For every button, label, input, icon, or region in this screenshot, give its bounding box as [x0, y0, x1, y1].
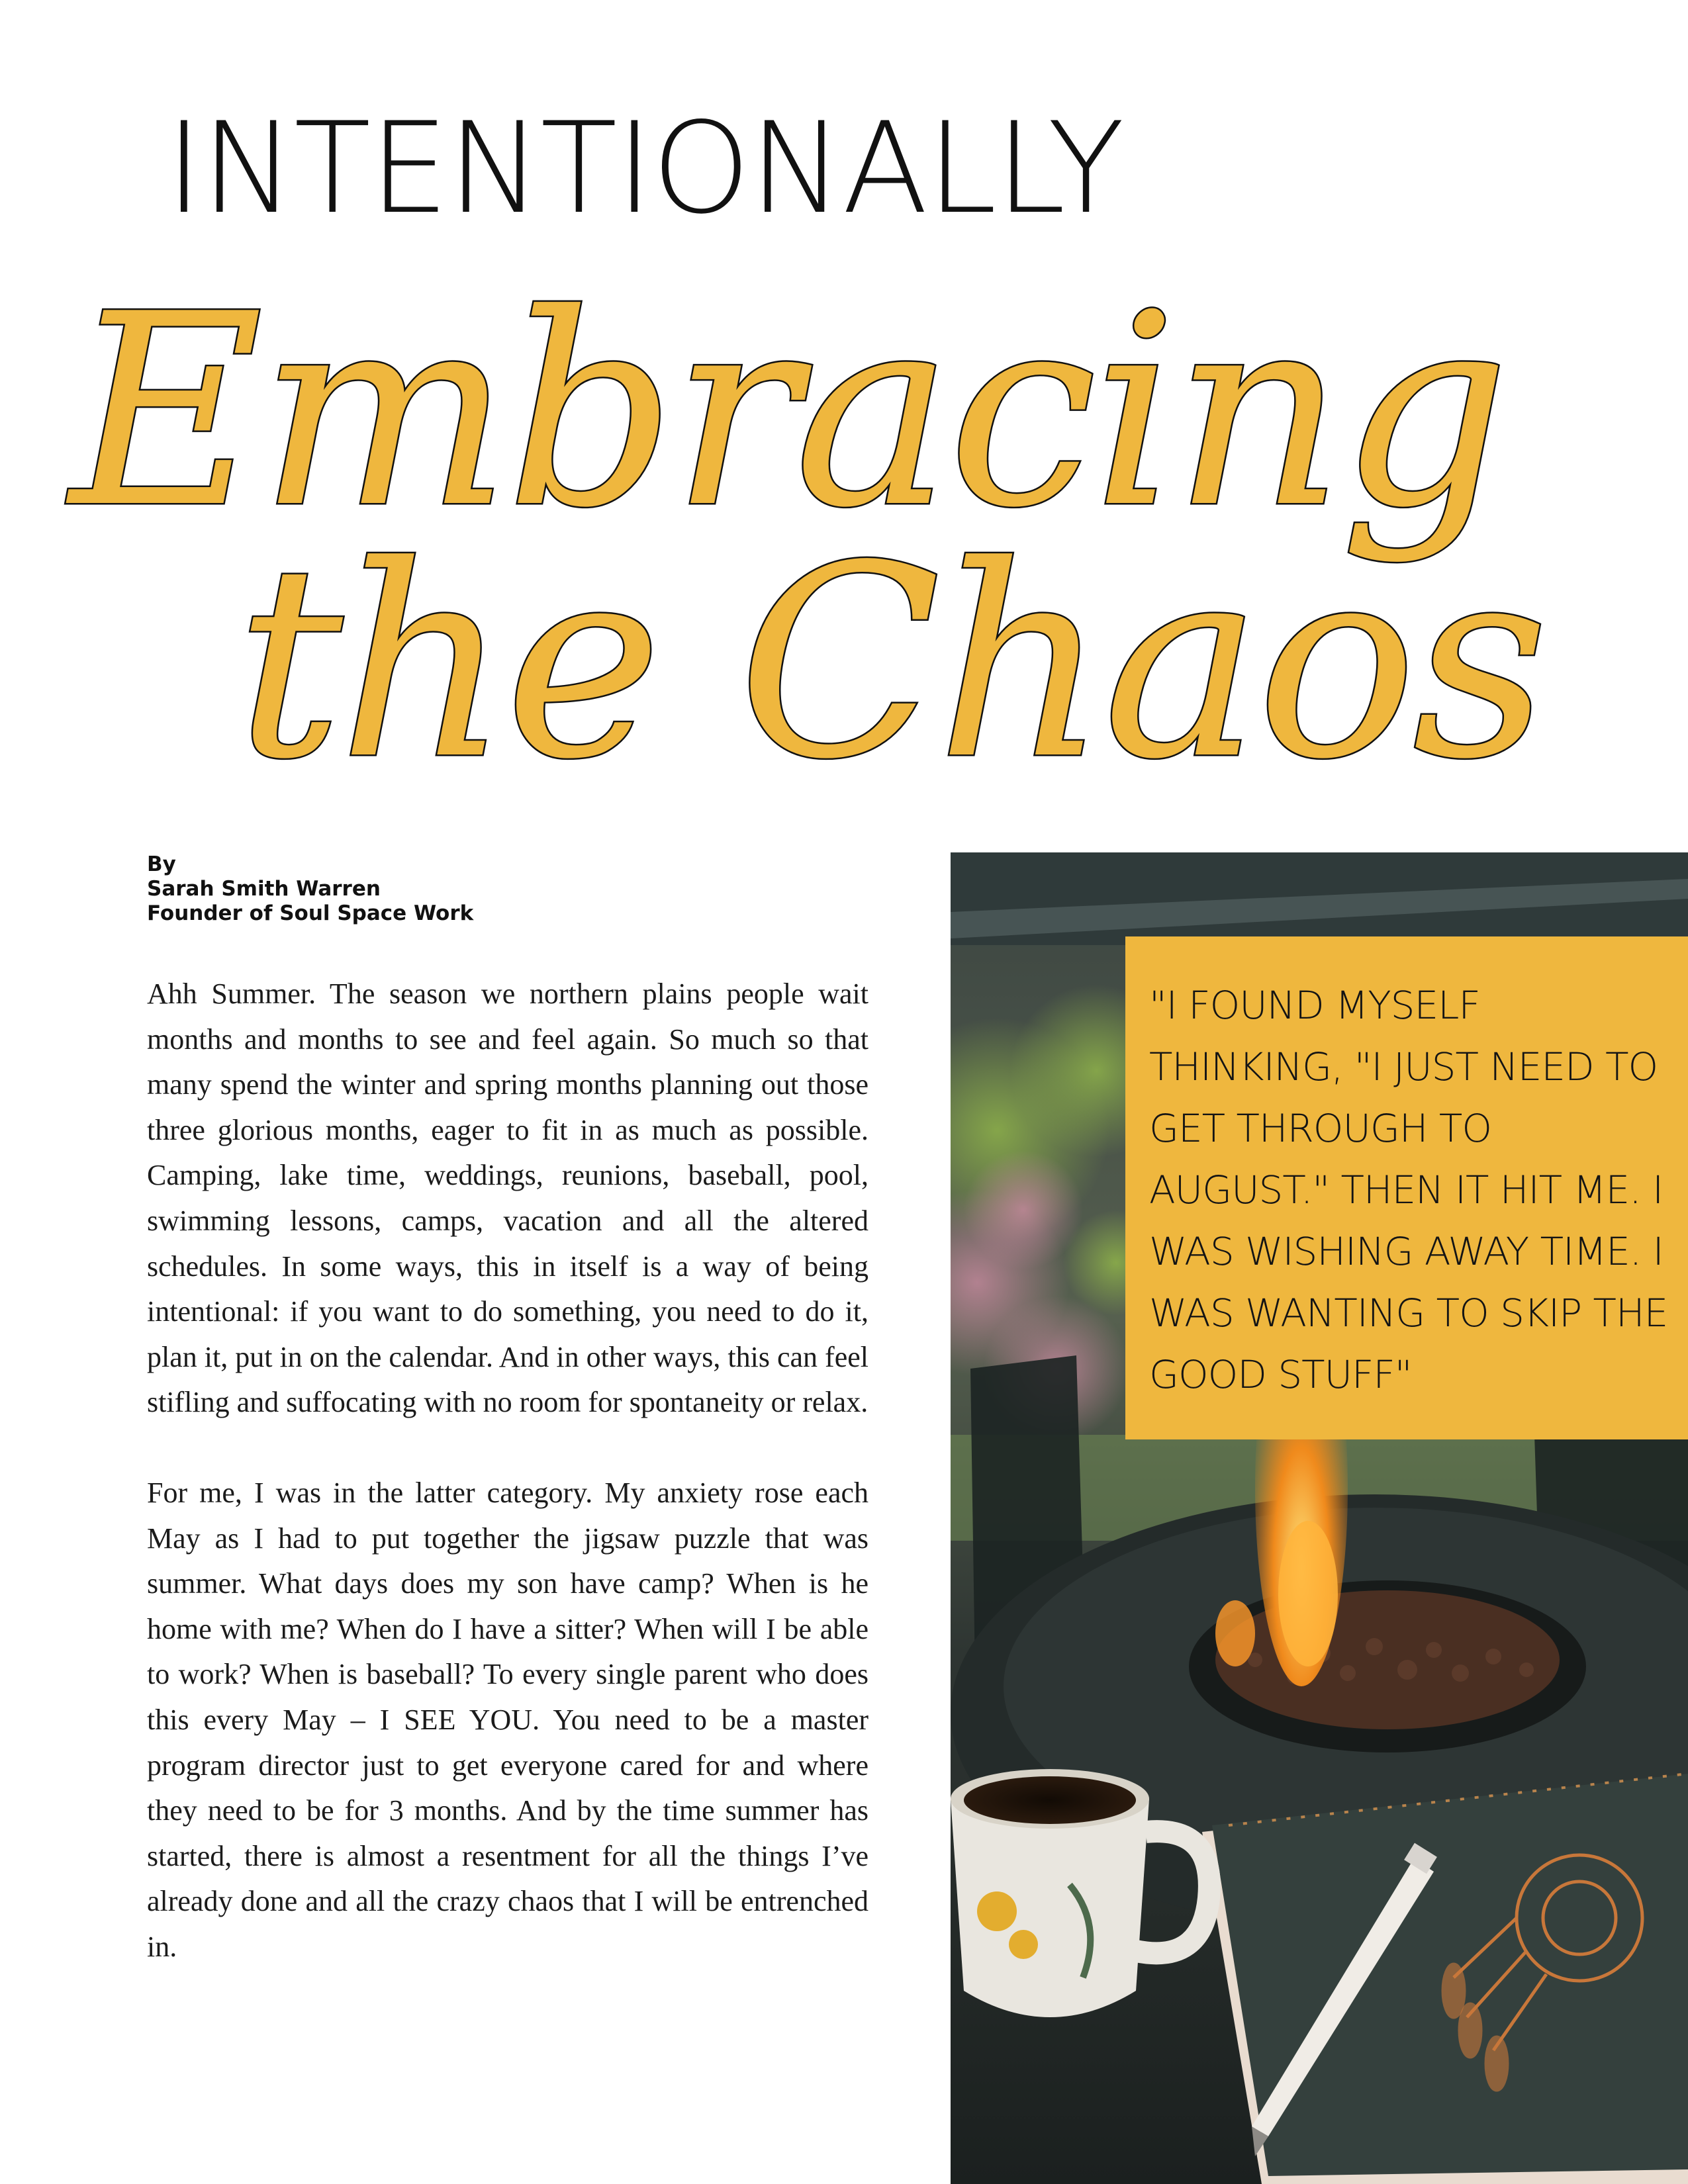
article-paragraph: Ahh Summer. The season we northern plains people wait months and months to see and feel again. So much so that many spend the winter and spring months planning out those three glorious months, eager to fit in as much as possible. Camping, lake time, weddings, reunions, baseball, pool, swimming lessons, camps, vacation and all the altered schedules. In some ways, this in itself is a way of being intentional: if you want to do something, you need to do it, plan it, put in on the calendar. And in other ways, this can feel stifling and suffocating with no room for spontaneity or relax.	[147, 978, 868, 1419]
byline-role: Founder of Soul Space Work	[147, 901, 474, 925]
byline-author: Sarah Smith Warren	[147, 877, 381, 901]
byline-by: By	[147, 852, 176, 876]
byline	[147, 852, 473, 926]
headline-kicker: INTENTIONALLY	[165, 95, 1123, 242]
pull-quote	[1125, 936, 1688, 1439]
headline-title-line2: the Chaos	[236, 510, 1545, 794]
article-body	[147, 972, 868, 1970]
pull-quote-text: "I FOUND MYSELF THINKING, "I JUST NEED TO GET THROUGH TO AUGUST." THEN IT HIT ME. I WAS WISHING AWAY TIME. I WAS WANTING TO SKIP THE GOOD STUFF"	[1149, 983, 1668, 1397]
headline-title-line1: Embracing	[70, 258, 1506, 566]
headline-title	[0, 225, 1688, 794]
article-paragraph: For me, I was in the latter category. My anxiety rose each May as I had to put together the jigsaw puzzle that was summer. What days does my son have camp? When is he home with me? When do I have a sitter? When will I be able to work? When is baseball? To every single parent who does this every May – I SEE YOU. You need to be a master program director just to get everyone cared for and where they need to be for 3 months. And by the time summer has started, there is almost a resentment for all the things I’ve already done and all the crazy chaos that I will be entrenched in.	[147, 1476, 868, 1963]
